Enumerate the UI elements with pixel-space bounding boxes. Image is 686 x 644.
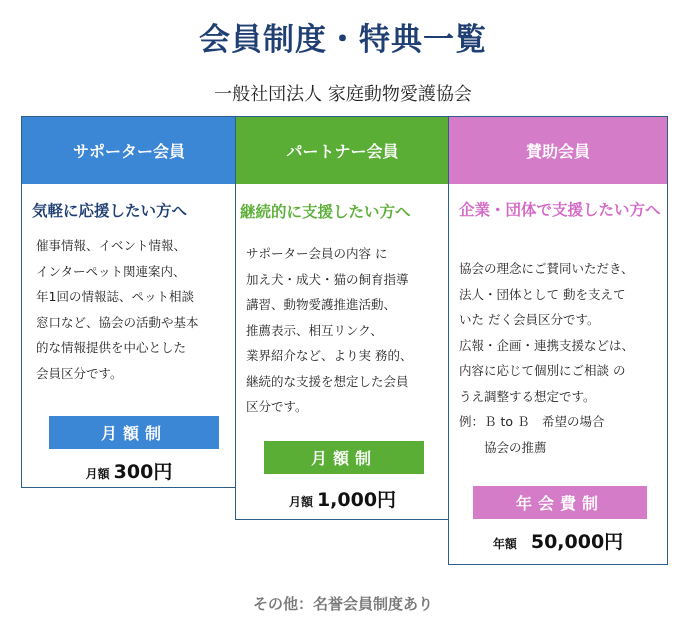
supporter-price-amount: 300円 (113, 461, 173, 483)
partner-price (236, 485, 449, 512)
supporter-price-unit: 月額 (85, 467, 110, 481)
partner-member-card (235, 116, 450, 520)
sponsor-price-amount: 50,000円 (530, 531, 624, 553)
partner-price-amount: 1,000円 (316, 489, 397, 511)
partner-price-unit: 月額 (288, 495, 313, 509)
supporter-price (22, 457, 236, 484)
page-title: 会員制度・特典一覧 (199, 22, 487, 58)
sponsor-member-description: 協会の理念にご賛同いただき、 法人・団体として 動を支えて いた だく会員区分です。 広報・企画・連携支援などは、 内容に応じて個別にご相談 の うえ調整する想定です。 例：Ｂ to Ｂ 希望の場合 協会の推薦 (459, 261, 635, 455)
sponsor-member-card (448, 116, 668, 565)
supporter-plan-label: 月額制 (49, 416, 219, 449)
supporter-member-description: 催事情報、イベント情報、 インターペット関連案内、 年1回の情報誌、ペット相談 窓口など、協会の活動や基本 的な情報提供を中心とした 会員区分です。 (36, 238, 199, 381)
partner-plan-label: 月額制 (264, 441, 424, 474)
sponsor-price (449, 527, 667, 554)
sponsor-member-tagline: 企業・団体で支援したい方へ (459, 201, 661, 219)
sponsor-price-unit: 年額 (492, 537, 517, 551)
supporter-member-header: サポーター会員 (22, 117, 236, 184)
supporter-member-card (21, 116, 237, 488)
footer-note: その他：名誉会員制度あり (252, 595, 433, 613)
partner-member-tagline: 継続的に支援したい方へ (240, 203, 411, 221)
supporter-member-tagline: 気軽に応援したい方へ (32, 202, 188, 220)
partner-member-description: サポーター会員の内容 に 加え犬・成犬・猫の飼育指導 講習、動物愛護推進活動、 推薦表示、相互リンク、 業界紹介など、より実 務的、 継続的な支援を想定した会員 区分です。 (246, 246, 413, 414)
sponsor-plan-label: 年会費制 (473, 486, 647, 519)
organization-name: 一般社団法人 家庭動物愛護協会 (214, 84, 472, 105)
partner-member-header: パートナー会員 (236, 117, 449, 184)
sponsor-member-header: 賛助会員 (449, 117, 667, 184)
